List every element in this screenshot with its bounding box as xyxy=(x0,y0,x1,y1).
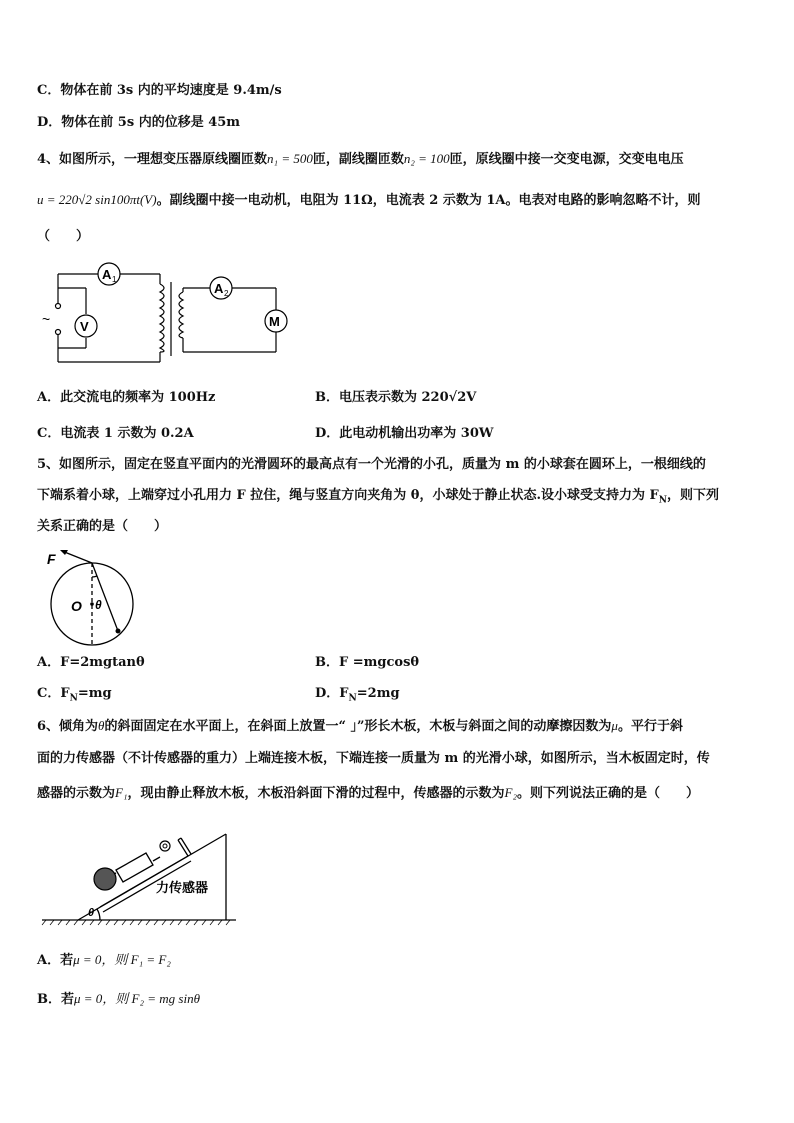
q6-f2: F₂ xyxy=(504,785,517,800)
q4-stem-line2 xyxy=(37,191,701,210)
q6-stem-line1-end: 。平行于斜 xyxy=(617,719,683,734)
q6-option-b-math: μ = 0，则 F₂ = mg sinθ xyxy=(74,991,200,1006)
q5-theta-label: θ xyxy=(95,598,102,612)
q5-stem-line1: 5、如图所示，固定在竖直平面内的光滑圆环的最高点有一个光滑的小孔，质量为 m 的小球套在圆环上，一根细线的 xyxy=(37,457,706,472)
q5-ring-diagram xyxy=(42,545,142,650)
q4-voltage-expr: u = 220√2 sin100πt(V) xyxy=(37,192,157,207)
q6-option-a xyxy=(37,951,171,970)
q4-ac-source-symbol: ~ xyxy=(42,311,51,327)
q5-option-c xyxy=(37,685,112,708)
q6-theta: θ xyxy=(98,718,105,733)
q4-circuit-diagram xyxy=(38,262,288,370)
q5-stem-line3: 关系正确的是（ ） xyxy=(37,519,168,534)
q6-option-a-math: μ = 0，则 F₁ = F₂ xyxy=(73,952,171,967)
q6-stem-line3-end: 。则下列说法正确的是（ ） xyxy=(516,786,699,801)
q5-option-d-sub: N xyxy=(348,693,357,704)
q4-stem-prefix: 4、如图所示，一理想变压器原线圈匝数 xyxy=(37,152,268,167)
q4-n1: n₁ = 500 xyxy=(267,151,313,166)
q6-stem-line3-mid: ，现由静止释放木板，木板沿斜面下滑的过程中，传感器的示数为 xyxy=(127,786,505,801)
q5-center-label: O xyxy=(71,598,82,614)
q5-stem-line2-end: ，则下列 xyxy=(667,488,720,503)
q5-option-d-main: D．F xyxy=(315,686,349,701)
q5-stem-line2-text: 下端系着小球，上端穿过小孔用力 F 拉住，绳与竖直方向夹角为 θ，小球处于静止状态.设小球受支持力为 F xyxy=(37,488,659,503)
q4-option-a: A．此交流电的频率为 100Hz xyxy=(37,390,216,405)
q5-option-d xyxy=(315,685,400,708)
q6-stem-line3-prefix: 感器的示数为 xyxy=(37,786,116,801)
q4-option-d: D．此电动机输出功率为 30W xyxy=(315,426,494,441)
q6-option-b-label: B．若 xyxy=(37,992,74,1007)
q6-option-a-label: A．若 xyxy=(37,953,74,968)
q6-incline-diagram xyxy=(38,818,243,932)
q5-option-a: A．F=2mgtanθ xyxy=(37,655,145,670)
q4-stem-suffix: 匝，原线圈中接一交变电源，交变电电压 xyxy=(449,152,684,167)
q4-motor-label: M xyxy=(269,314,280,329)
q5-option-c-end: =mg xyxy=(77,686,112,701)
q4-stem-line1 xyxy=(37,150,684,169)
q5-stem-line2 xyxy=(37,487,719,510)
q3-option-c: C．物体在前 3s 内的平均速度是 9.4m/s xyxy=(37,83,282,98)
q5-option-b: B．F =mgcosθ xyxy=(315,655,420,670)
q4-ammeter2-label: A xyxy=(214,281,224,296)
q6-sensor-label: 力传感器 xyxy=(156,880,209,895)
q6-option-b xyxy=(37,990,200,1009)
q6-stem-line1-text: 的斜面固定在水平面上，在斜面上放置一“ 」”形长木板，木板与斜面之间的动摩擦因数为 xyxy=(104,719,612,734)
q6-stem-line2: 面的力传感器（不计传感器的重力）上端连接木板，下端连接一质量为 m 的光滑小球，如图所示，当木板固定时，传 xyxy=(37,751,710,766)
q4-bracket: （ ） xyxy=(37,229,90,244)
q4-voltmeter-label: V xyxy=(80,319,89,334)
q5-option-c-sub: N xyxy=(69,693,78,704)
q6-f1: F₁ xyxy=(115,785,128,800)
q4-stem-line2-text: 。副线圈中接一电动机，电阻为 11Ω，电流表 2 示数为 1A。电表对电路的影响忽略不计，则 xyxy=(156,193,701,208)
q4-ammeter1-label: A xyxy=(102,267,112,282)
q4-option-b: B．电压表示数为 220√2V xyxy=(315,390,477,405)
q4-option-c: C．电流表 1 示数为 0.2A xyxy=(37,426,194,441)
q6-stem-line1 xyxy=(37,717,683,736)
q3-option-d: D．物体在前 5s 内的位移是 45m xyxy=(37,115,241,130)
q4-stem-mid: 匝，副线圈匝数 xyxy=(312,152,404,167)
q6-stem-prefix: 6、倾角为 xyxy=(37,719,99,734)
q4-ammeter2-sub: 2 xyxy=(224,289,229,298)
q6-angle-label: θ xyxy=(88,907,95,919)
q6-stem-line3 xyxy=(37,784,699,803)
q5-option-d-end: =2mg xyxy=(356,686,400,701)
q5-option-c-main: C．F xyxy=(37,686,70,701)
q5-stem-fn-sub: N xyxy=(658,495,667,506)
q6-mu: μ xyxy=(611,718,618,733)
q5-force-label: F xyxy=(47,551,56,567)
q4-n2: n₂ = 100 xyxy=(403,151,450,166)
q4-ammeter1-sub: 1 xyxy=(112,275,117,284)
